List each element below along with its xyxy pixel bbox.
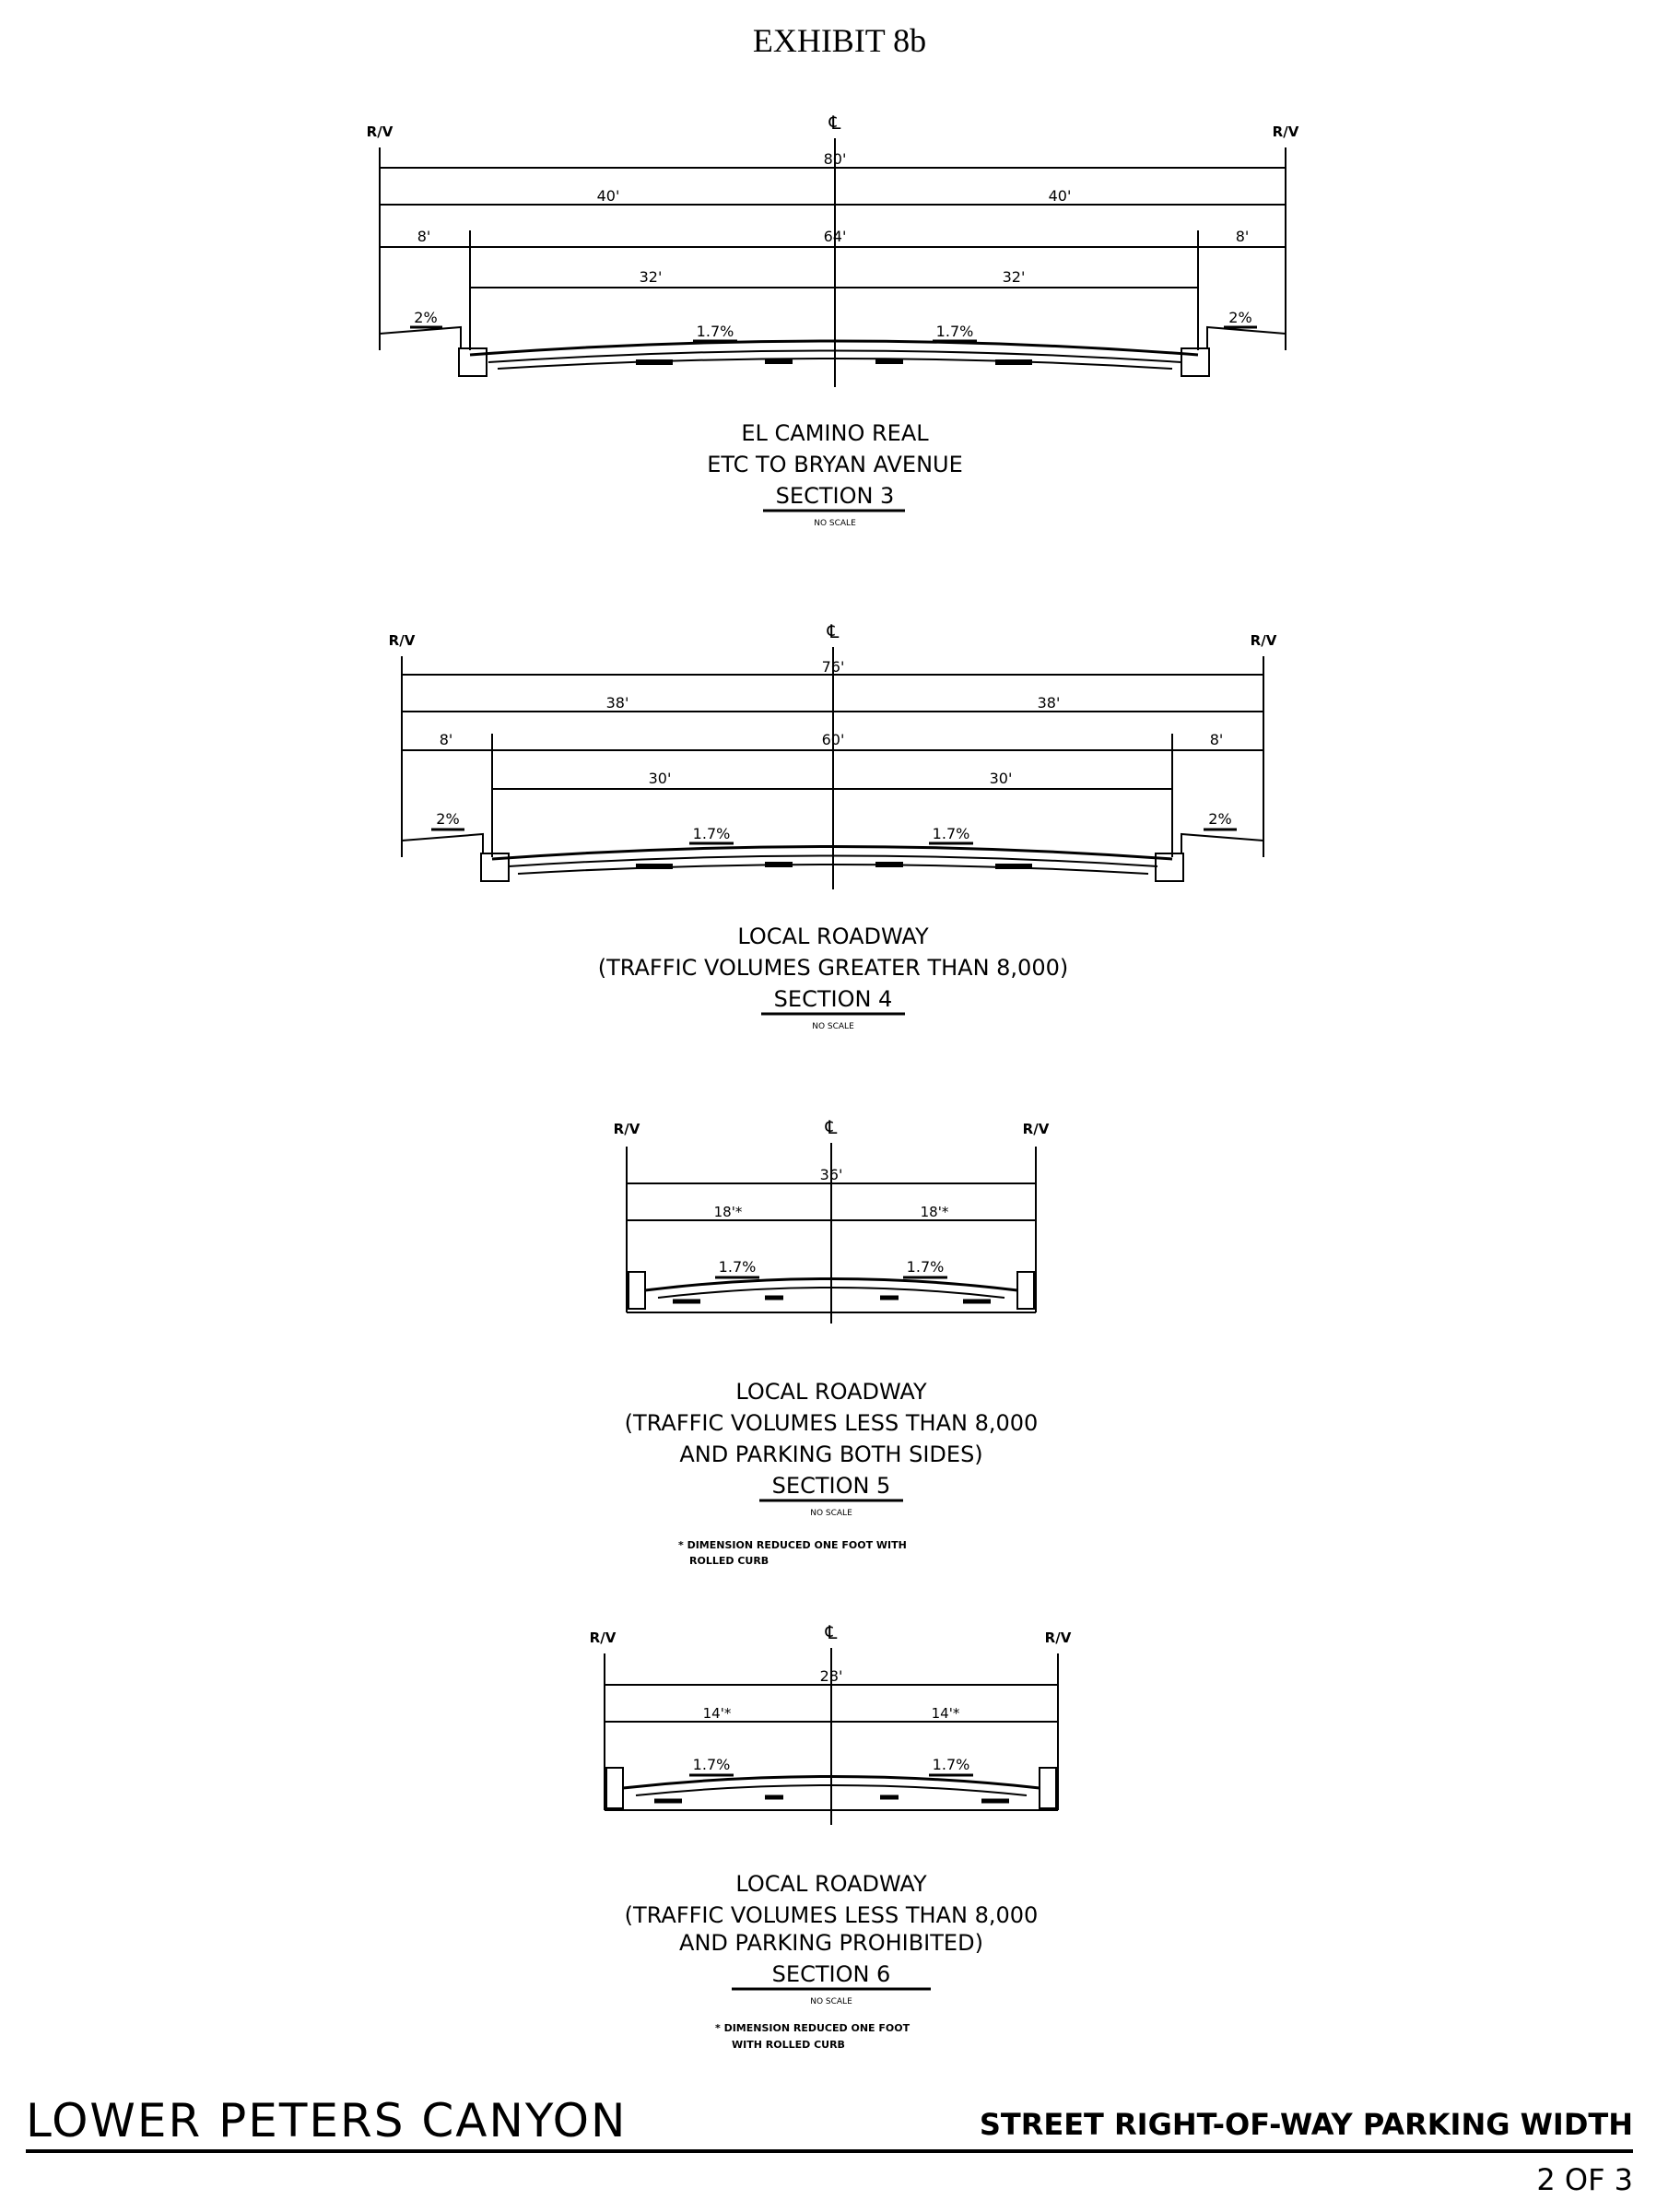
row-label-left: R/V bbox=[388, 632, 416, 649]
section-title-line: LOCAL ROADWAY bbox=[735, 1871, 927, 1897]
section-4-caption bbox=[598, 924, 1068, 1031]
section-6-drawing bbox=[590, 1621, 1072, 1825]
footnote: ROLLED CURB bbox=[689, 1555, 770, 1567]
section-title-line: (TRAFFIC VOLUMES LESS THAN 8,000 bbox=[624, 1410, 1039, 1436]
dim-lane-left: 32' bbox=[639, 268, 663, 286]
slope-lane-left: 1.7% bbox=[692, 825, 731, 842]
dim-half-left: 40' bbox=[596, 187, 620, 205]
row-label-left: R/V bbox=[589, 1630, 617, 1646]
dim-half-right: 18'* bbox=[920, 1204, 949, 1220]
dim-lane-left: 30' bbox=[648, 770, 672, 787]
slope-lane-right: 1.7% bbox=[935, 323, 974, 340]
title-block bbox=[26, 2094, 1633, 2197]
section-label: SECTION 6 bbox=[771, 1961, 891, 1987]
slope-lane-left: 1.7% bbox=[696, 323, 734, 340]
dim-curb: 64' bbox=[823, 228, 847, 245]
centerline-icon: ℄ bbox=[827, 620, 840, 642]
dim-total: 36' bbox=[819, 1166, 843, 1183]
footnote: WITH ROLLED CURB bbox=[732, 2039, 845, 2051]
section-label: SECTION 4 bbox=[773, 986, 893, 1012]
slope-lane-left: 1.7% bbox=[692, 1756, 731, 1773]
dim-side-right: 8' bbox=[1235, 228, 1250, 245]
dim-total: 28' bbox=[819, 1667, 843, 1685]
slope-side-right: 2% bbox=[1208, 810, 1232, 828]
dim-half-left: 18'* bbox=[713, 1204, 743, 1220]
section-title-line: AND PARKING PROHIBITED) bbox=[679, 1930, 983, 1956]
section-3-caption bbox=[707, 420, 963, 528]
section-title-line: ETC TO BRYAN AVENUE bbox=[707, 452, 963, 477]
centerline-icon: ℄ bbox=[828, 112, 841, 134]
project-name: LOWER PETERS CANYON bbox=[26, 2094, 628, 2147]
row-label-right: R/V bbox=[1022, 1121, 1050, 1137]
slope-side-right: 2% bbox=[1228, 309, 1252, 326]
slope-lane-left: 1.7% bbox=[718, 1258, 757, 1276]
sheet-subject: STREET RIGHT-OF-WAY PARKING WIDTH bbox=[979, 2107, 1633, 2142]
section-title-line: (TRAFFIC VOLUMES GREATER THAN 8,000) bbox=[597, 955, 1069, 981]
footnote: * DIMENSION REDUCED ONE FOOT bbox=[715, 2022, 910, 2034]
dim-total: 76' bbox=[821, 658, 845, 676]
dim-side-left: 8' bbox=[417, 228, 431, 245]
dim-half-right: 38' bbox=[1037, 694, 1061, 712]
section-title-line: LOCAL ROADWAY bbox=[735, 1379, 927, 1405]
dim-lane-right: 30' bbox=[989, 770, 1013, 787]
section-title-line: (TRAFFIC VOLUMES LESS THAN 8,000 bbox=[624, 1902, 1039, 1928]
dim-curb: 60' bbox=[821, 731, 845, 748]
section-5-drawing bbox=[614, 1116, 1050, 1324]
dim-half-right: 14'* bbox=[931, 1705, 960, 1722]
section-5-caption bbox=[625, 1379, 1039, 1567]
scale-note: NO SCALE bbox=[810, 1997, 852, 2006]
slope-lane-right: 1.7% bbox=[932, 1756, 970, 1773]
centerline-icon: ℄ bbox=[825, 1116, 838, 1138]
exhibit-title: EXHIBIT 8b bbox=[752, 22, 927, 59]
section-title-line: LOCAL ROADWAY bbox=[737, 924, 929, 949]
row-label-left: R/V bbox=[366, 124, 394, 140]
dim-side-right: 8' bbox=[1209, 731, 1224, 748]
centerline-icon: ℄ bbox=[825, 1621, 838, 1643]
dim-half-right: 40' bbox=[1048, 187, 1072, 205]
section-3-drawing bbox=[367, 112, 1299, 387]
footnote: * DIMENSION REDUCED ONE FOOT WITH bbox=[678, 1539, 907, 1551]
slope-side-left: 2% bbox=[414, 309, 438, 326]
slope-lane-right: 1.7% bbox=[906, 1258, 945, 1276]
row-label-right: R/V bbox=[1272, 124, 1299, 140]
dim-half-left: 14'* bbox=[702, 1705, 732, 1722]
slope-side-left: 2% bbox=[436, 810, 460, 828]
page-number: 2 OF 3 bbox=[1536, 2162, 1633, 2197]
section-6-caption bbox=[625, 1871, 1039, 2051]
section-label: SECTION 3 bbox=[775, 483, 895, 509]
section-4-drawing bbox=[389, 620, 1277, 889]
scale-note: NO SCALE bbox=[810, 1509, 852, 1518]
dim-total: 80' bbox=[823, 150, 847, 168]
scale-note: NO SCALE bbox=[814, 519, 856, 528]
dim-lane-right: 32' bbox=[1002, 268, 1026, 286]
row-label-right: R/V bbox=[1250, 632, 1277, 649]
row-label-right: R/V bbox=[1044, 1630, 1072, 1646]
section-title-line: AND PARKING BOTH SIDES) bbox=[679, 1441, 983, 1467]
scale-note: NO SCALE bbox=[812, 1022, 854, 1031]
dim-half-left: 38' bbox=[605, 694, 629, 712]
slope-lane-right: 1.7% bbox=[932, 825, 970, 842]
row-label-left: R/V bbox=[613, 1121, 640, 1137]
section-title-line: EL CAMINO REAL bbox=[741, 420, 929, 446]
dim-side-left: 8' bbox=[439, 731, 453, 748]
section-label: SECTION 5 bbox=[771, 1473, 891, 1499]
